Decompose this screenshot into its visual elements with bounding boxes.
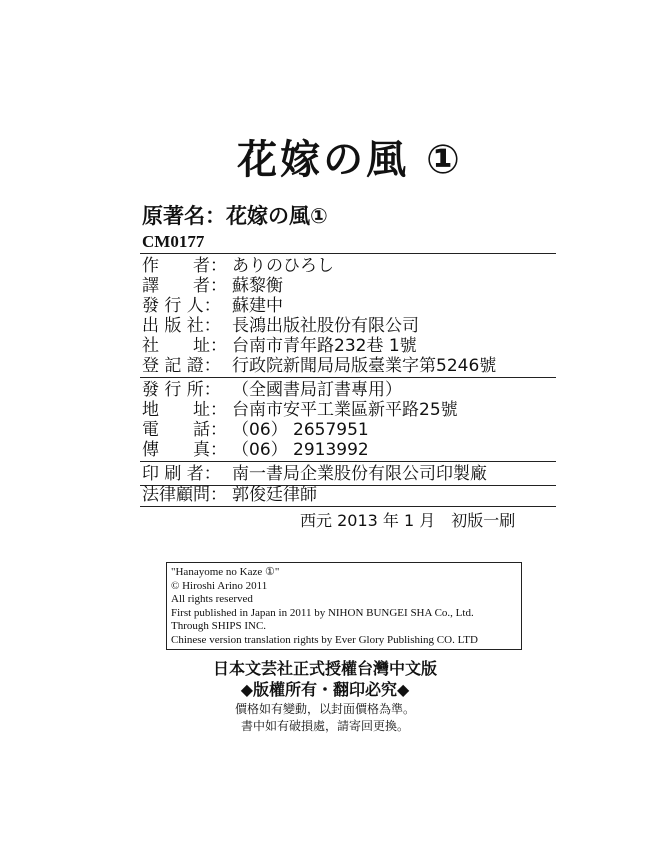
credit-value: 長鴻出版社股份有限公司 [232,316,419,336]
damage-notice: 書中如有破損處，請寄回更換。 [240,719,409,733]
credit-value: 台南市青年路232巷 1號 [232,336,417,356]
legal-row [142,485,317,505]
credit-value: 蘇建中 [232,296,283,316]
book-title: 花嫁の風 ① [237,137,463,183]
divider [140,506,556,507]
rights-line: "Hanayome no Kaze ①" [171,566,280,578]
credit-label: 發 行 人： [142,296,221,316]
credit-row [142,296,283,316]
credit-row [142,316,419,336]
rights-line: First published in Japan in 2011 by NIHON BUNGEI SHA Co., Ltd. [171,606,474,619]
credit-row [142,356,496,376]
divider [140,377,556,378]
authorization-notice: 日本文芸社正式授權台灣中文版 [212,659,437,678]
distribution-row [142,400,458,420]
printer-label: 印 刷 者： [142,464,221,484]
credit-value: 蘇黎衡 [232,276,283,296]
printer-value: 南一書局企業股份有限公司印製廠 [232,464,487,484]
printer-row [142,464,487,484]
copyright-notice: ◆版權所有・翻印必究◆ [240,680,410,699]
price-notice: 價格如有變動，以封面價格為準。 [234,702,415,716]
distribution-label: 發 行 所： [142,380,221,400]
credit-value: 行政院新聞局局版臺業字第5246號 [232,356,497,376]
edition-line: 西元 2013 年 1 月 初版一刷 [300,511,516,530]
distribution-label: 傳 真： [142,440,227,460]
credit-label: 譯 者： [142,276,227,296]
credit-label: 作 者： [142,256,227,276]
credit-row [142,336,417,356]
distribution-value: （06） 2657951 [232,420,369,440]
credit-value: ありのひろし [232,256,334,276]
legal-value: 郭俊廷律師 [232,485,317,505]
credit-row [142,256,334,276]
credit-label: 出 版 社： [142,316,221,336]
credit-label: 登 記 證： [142,356,221,376]
distribution-value: （06） 2913992 [232,440,369,460]
distribution-row [142,380,402,400]
original-title: 原著名：花嫁の風① [142,204,328,228]
rights-box [166,562,522,650]
credit-label: 社 址： [142,336,227,356]
divider [140,253,556,254]
distribution-value: 台南市安平工業區新平路25號 [232,400,458,420]
rights-line: All rights reserved [171,593,253,605]
distribution-label: 地 址： [142,400,227,420]
distribution-value: （全國書局訂書專用） [232,380,402,400]
rights-line: © Hiroshi Arino 2011 [171,579,268,592]
rights-line: Through SHIPS INC. [171,620,267,632]
catalog-code: CM0177 [142,232,205,251]
distribution-row [142,420,369,440]
credit-row [142,276,283,296]
legal-label: 法律顧問： [142,485,227,505]
distribution-label: 電 話： [142,420,227,440]
divider [140,461,556,462]
rights-line: Chinese version translation rights by Ever Glory Publishing CO. LTD [171,633,478,646]
distribution-row [142,440,369,460]
